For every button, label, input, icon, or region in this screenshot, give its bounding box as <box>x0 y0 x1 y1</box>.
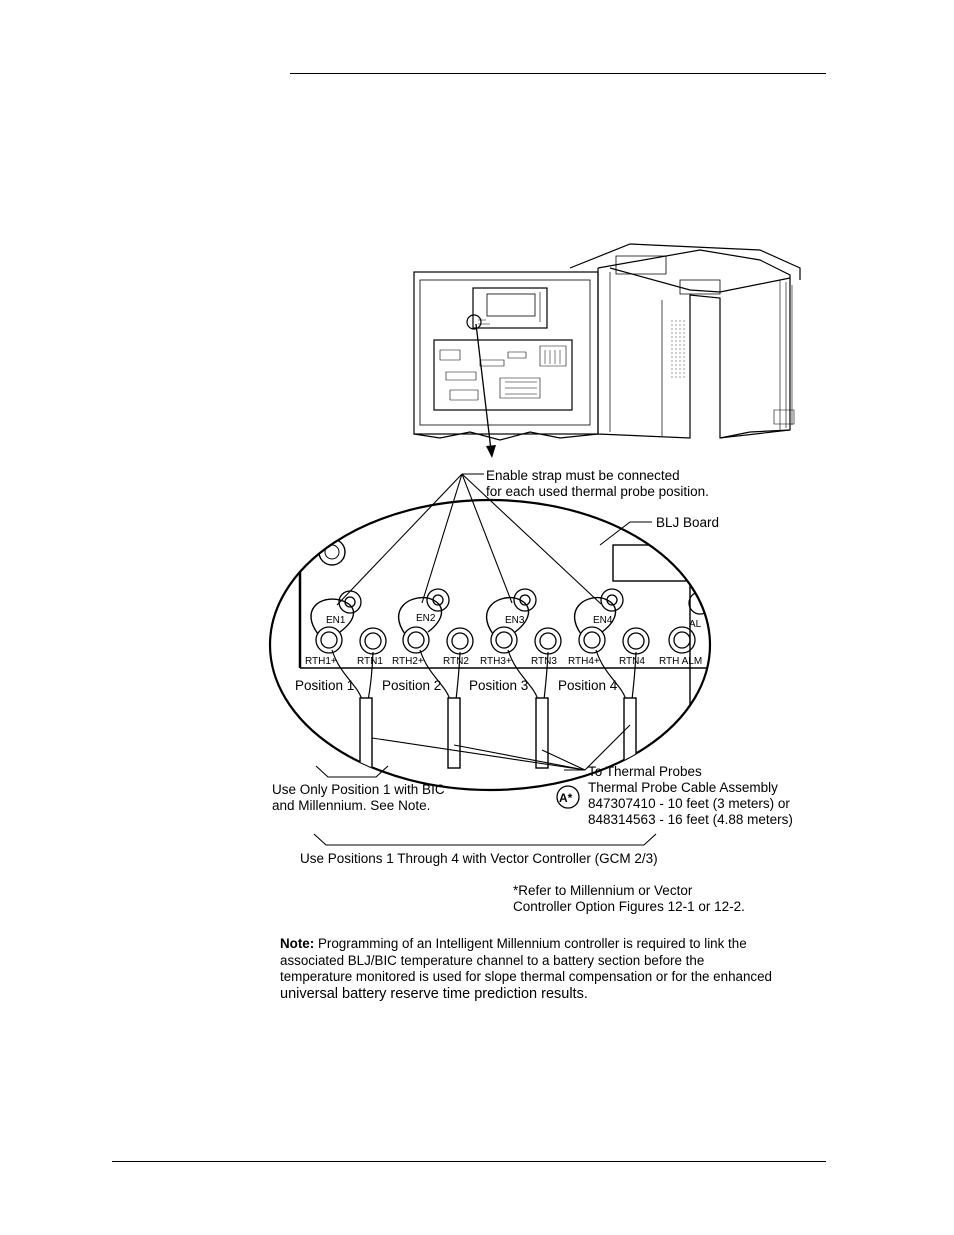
terminal-label-rth4: RTH4+ <box>568 656 600 667</box>
cabinet-illustration <box>414 244 800 440</box>
use-only-position1-line1: Use Only Position 1 with BIC <box>272 782 445 797</box>
enable-label-1: EN1 <box>326 615 346 626</box>
enable-label-2: EN2 <box>416 613 436 624</box>
reference-circle-label: A* <box>559 791 573 805</box>
position-label-4: Position 4 <box>558 678 618 693</box>
blj-board-zoom <box>270 500 723 790</box>
refer-note-line1: *Refer to Millennium or Vector <box>513 883 693 898</box>
refer-note-line2: Controller Option Figures 12-1 or 12-2. <box>513 899 745 914</box>
terminal-label-rth-alm: RTH ALM <box>659 656 703 667</box>
terminal-label-rtn4: RTN4 <box>619 656 645 667</box>
programming-note <box>280 936 820 1002</box>
use-positions-1-4-label: Use Positions 1 Through 4 with Vector Controller (GCM 2/3) <box>300 851 658 866</box>
to-thermal-probes-label: To Thermal Probes <box>588 764 702 779</box>
enable-strap-note-line1: Enable strap must be connected <box>486 468 680 483</box>
terminal-label-rth2: RTH2+ <box>392 656 424 667</box>
terminal-label-rth3: RTH3+ <box>480 656 512 667</box>
note-line4: universal battery reserve time prediction results. <box>280 985 588 1002</box>
part-number-16ft: 848314563 - 16 feet (4.88 meters) <box>588 812 793 827</box>
cable-assembly-label: Thermal Probe Cable Assembly <box>588 780 778 795</box>
position-label-2: Position 2 <box>382 678 442 693</box>
blj-board-label: BLJ Board <box>656 515 720 530</box>
part-number-10ft: 847307410 - 10 feet (3 meters) or <box>588 796 790 811</box>
terminal-label-rth1: RTH1+ <box>305 656 337 667</box>
note-line1: Programming of an Intelligent Millennium controller is required to link the <box>317 936 747 951</box>
enable-label-3: EN3 <box>505 615 525 626</box>
position-label-3: Position 3 <box>469 678 529 693</box>
note-line3: temperature monitored is used for slope thermal compensation or for the enhanced <box>280 969 773 984</box>
terminal-label-rtn2: RTN2 <box>443 656 469 667</box>
alarm-partial-label: AL <box>689 619 702 630</box>
terminal-label-rtn1: RTN1 <box>357 656 383 667</box>
enable-label-4: EN4 <box>593 615 613 626</box>
note-heading: Note: <box>280 936 315 951</box>
position-label-1: Position 1 <box>295 678 355 693</box>
terminal-label-rtn3: RTN3 <box>531 656 557 667</box>
use-only-position1-line2: and Millennium. See Note. <box>272 798 431 813</box>
note-line2: associated BLJ/BIC temperature channel to a battery section before the <box>280 952 705 968</box>
enable-strap-note-line2: for each used thermal probe position. <box>486 484 709 499</box>
